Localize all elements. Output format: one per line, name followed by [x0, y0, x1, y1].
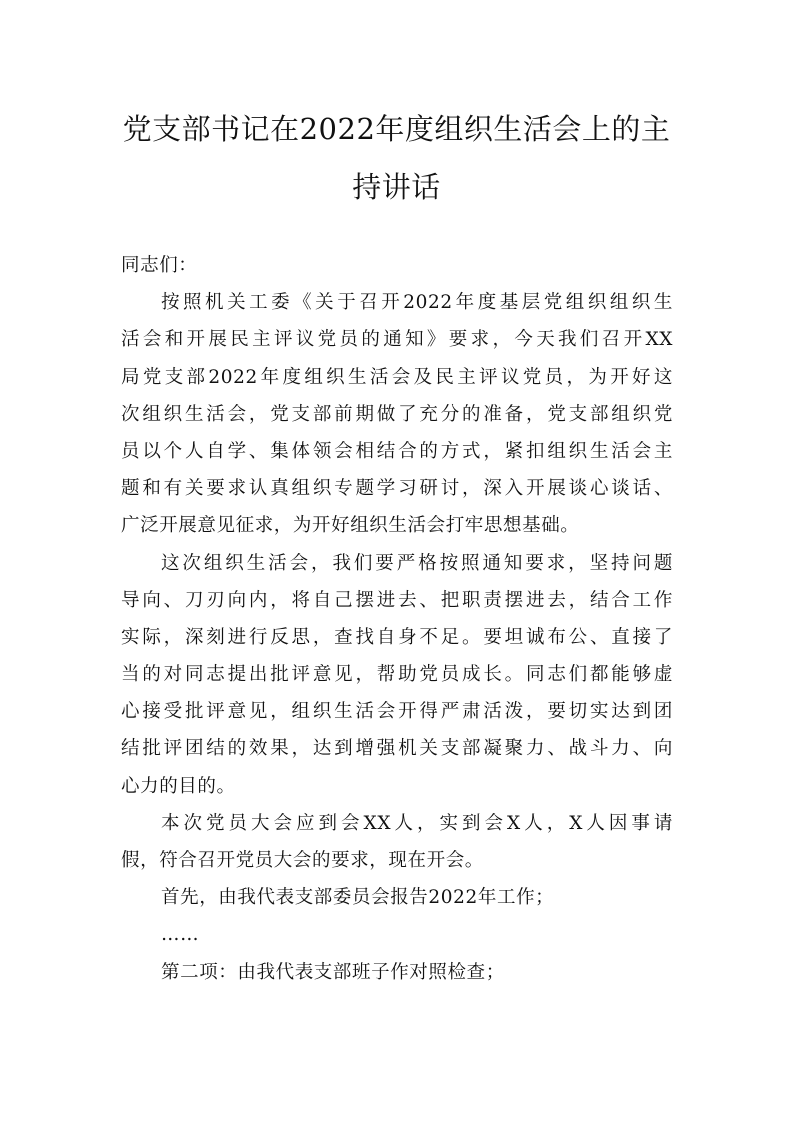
paragraph-line: 导向、刀刃向内，将自己摆进去、把职责摆进去，结合工作 — [121, 589, 673, 611]
paragraph-line: 广泛开展意见征求，为开好组织生活会打牢思想基础。 — [121, 515, 580, 537]
paragraph-line: 心力的目的。 — [121, 775, 236, 797]
paragraph-line: 局党支部2022年度组织生活会及民主评议党员，为开好这 — [121, 366, 673, 388]
ellipsis-line: …… — [161, 924, 200, 946]
paragraph-1 — [121, 284, 673, 544]
paragraph-line: 活会和开展民主评议党员的通知》要求，今天我们召开XX — [121, 329, 673, 351]
greeting: 同志们： — [121, 255, 198, 276]
title-line-1: 党支部书记在2022年度组织生活会上的主 — [122, 112, 671, 146]
paragraph-ellipsis — [121, 916, 673, 953]
paragraph-line: 员以个人自学、集体领会相结合的方式，紧扣组织生活会主 — [121, 440, 673, 462]
paragraph-line: 首先，由我代表支部委员会报告2022年工作； — [161, 887, 555, 909]
document-body — [121, 247, 673, 991]
title-line-2: 持讲话 — [352, 170, 441, 204]
paragraph-3 — [121, 805, 673, 879]
paragraph-line: 假，符合召开党员大会的要求，现在开会。 — [121, 850, 484, 871]
paragraph-line: 这次组织生活会，我们要严格按照通知要求，坚持问题 — [161, 552, 673, 574]
paragraph-line: 心接受批评意见，组织生活会开得严肃活泼，要切实达到团 — [121, 701, 673, 723]
paragraph-line: 次组织生活会，党支部前期做了充分的准备，党支部组织党 — [121, 403, 673, 425]
paragraph-4 — [121, 879, 673, 916]
paragraph-line: 按照机关工委《关于召开2022年度基层党组织组织生 — [161, 292, 673, 314]
paragraph-6 — [121, 954, 673, 991]
paragraph-2 — [121, 545, 673, 805]
paragraph-line: 实际，深刻进行反思，查找自身不足。要坦诚布公、直接了 — [121, 626, 673, 648]
paragraph-line: 当的对同志提出批评意见，帮助党员成长。同志们都能够虚 — [121, 664, 673, 686]
paragraph-line: 本次党员大会应到会XX人，实到会X人，X人因事请 — [161, 812, 673, 834]
paragraph-line: 结批评团结的效果，达到增强机关支部凝聚力、战斗力、向 — [121, 738, 673, 760]
paragraph-line: 第二项：由我代表支部班子作对照检查； — [161, 961, 505, 983]
document-title — [100, 100, 693, 216]
paragraph-line: 题和有关要求认真组织专题学习研讨，深入开展谈心谈话、 — [121, 478, 673, 500]
